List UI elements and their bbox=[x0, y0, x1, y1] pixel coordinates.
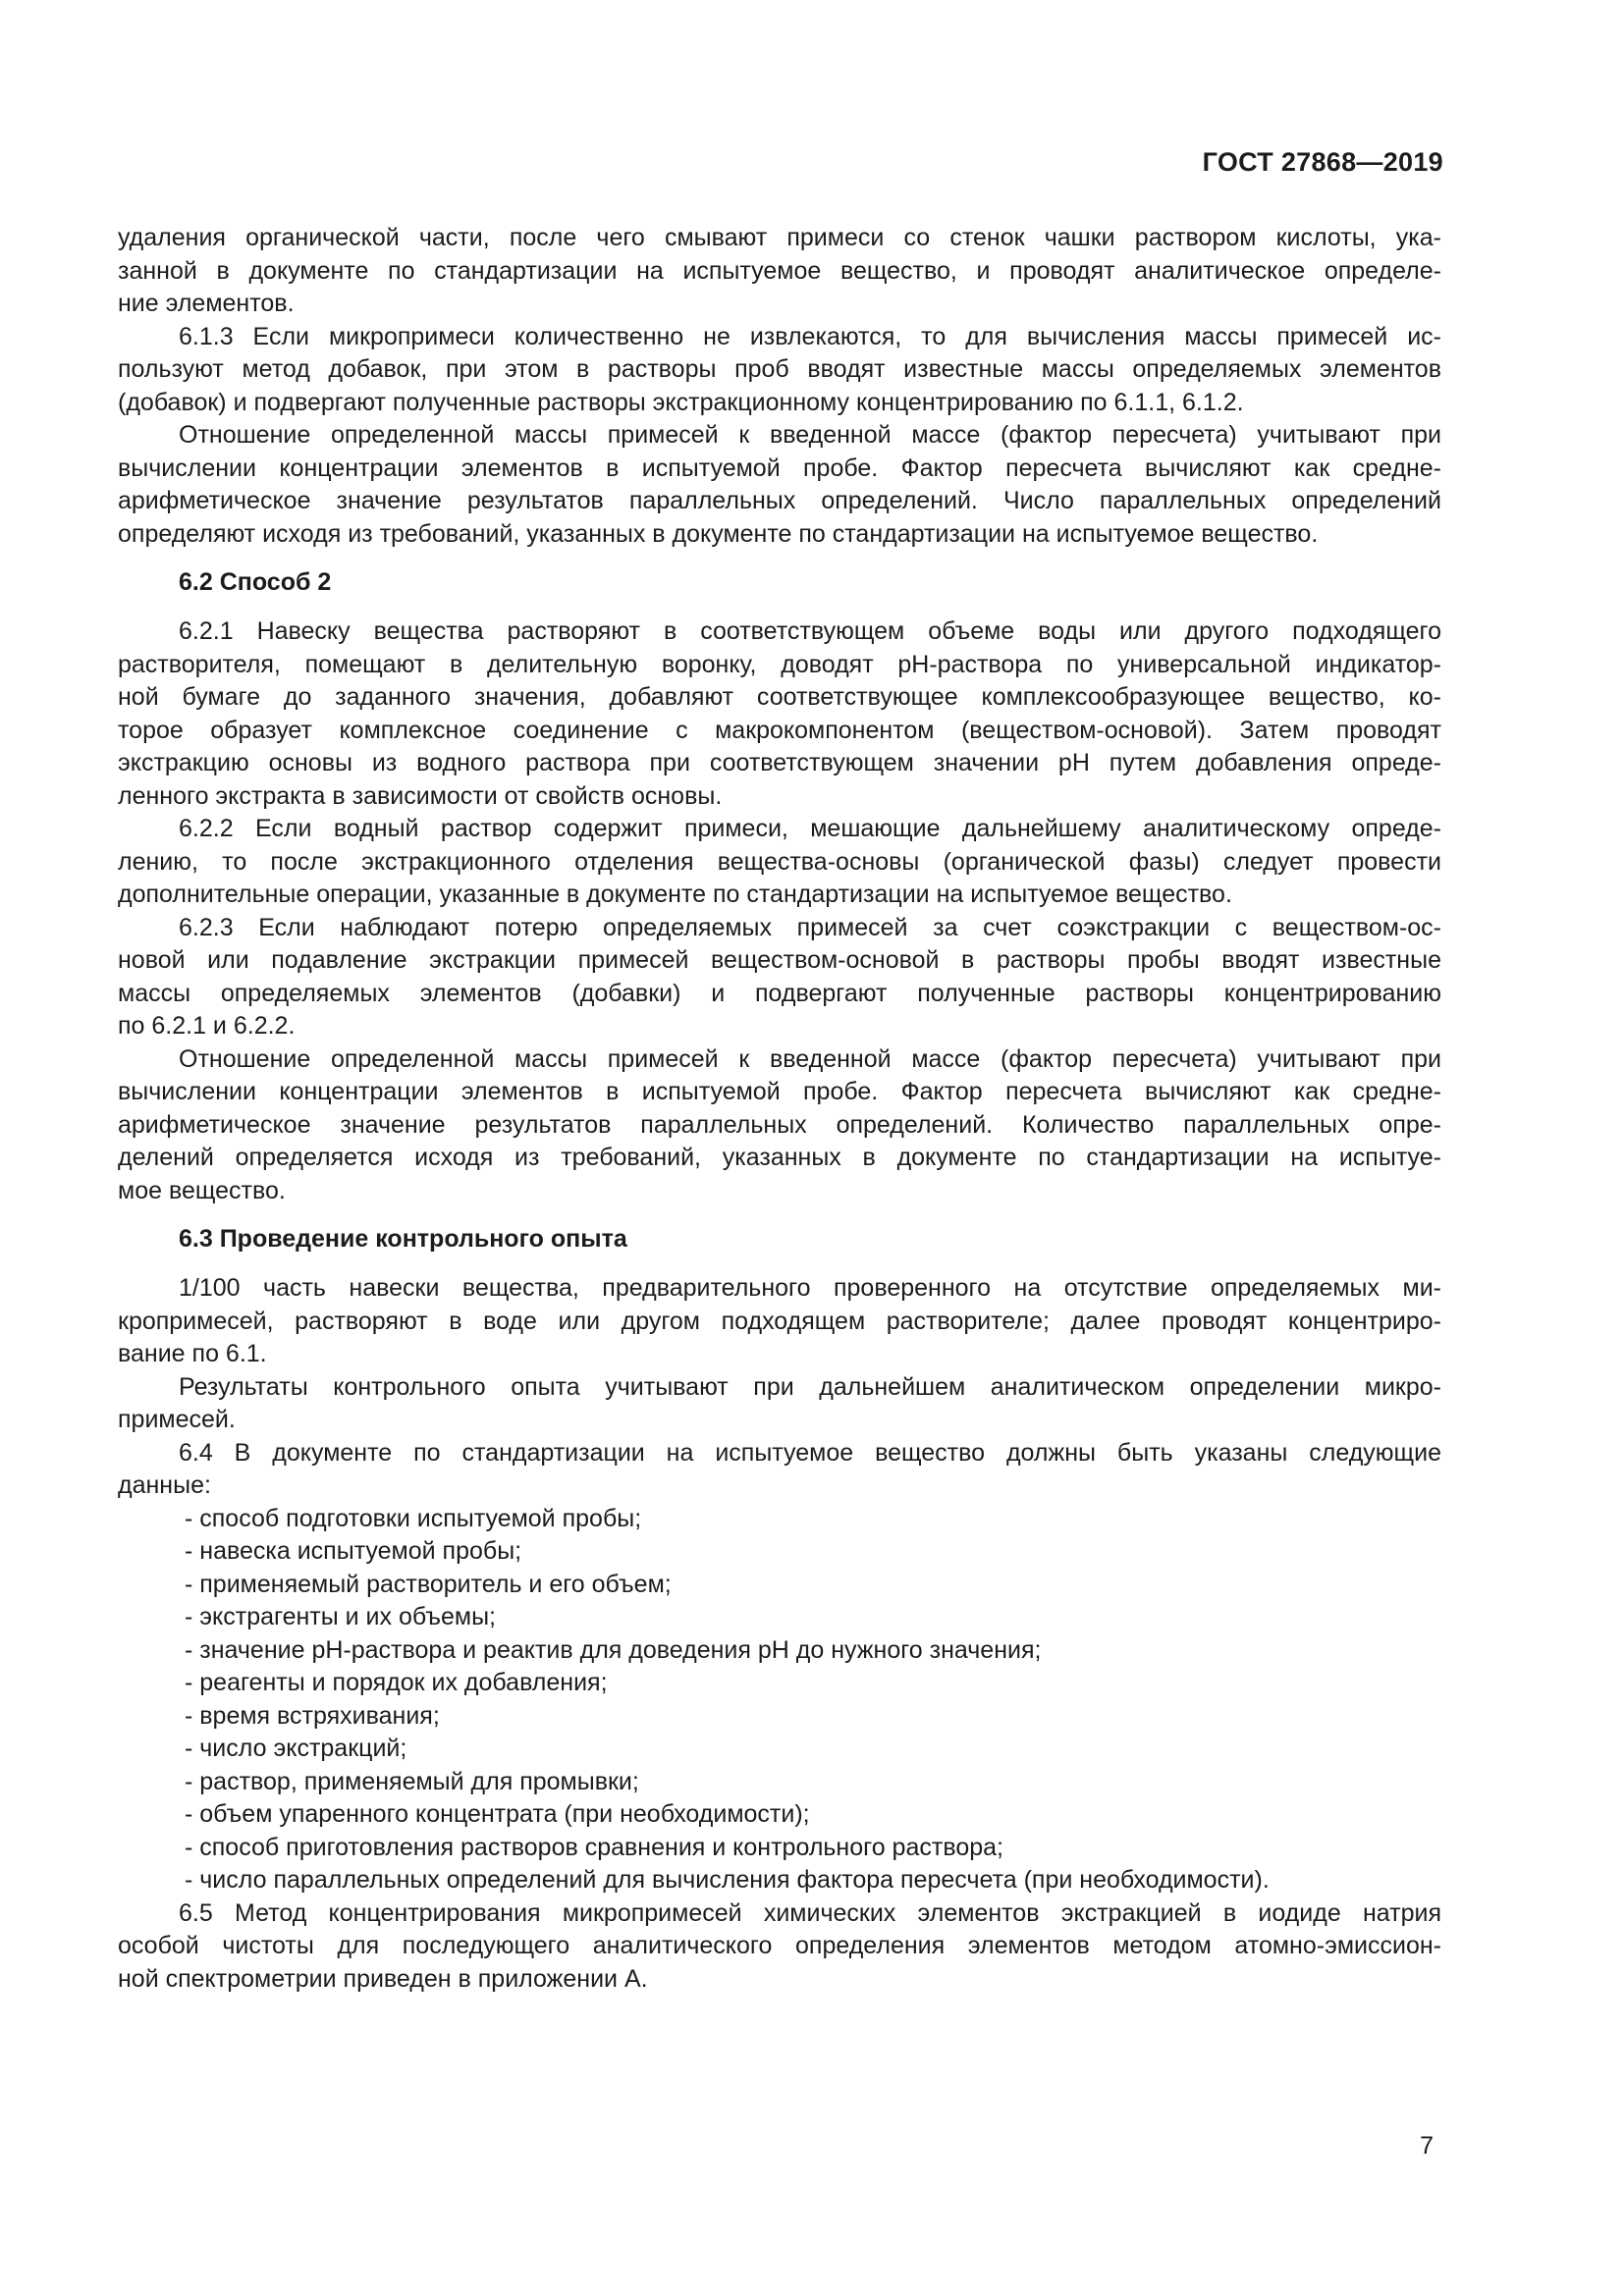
text-line: особой чистоты для последующего аналитического определения элементов методом атомно-эмиссион- bbox=[118, 1932, 1441, 1959]
text-line: примесей. bbox=[118, 1406, 236, 1433]
text-line: определяют исходя из требований, указанных в документе по стандартизации на испытуемое вещество. bbox=[118, 519, 1319, 548]
text-line: экстракцию основы из водного раствора при соответствующем значении рН путем добавления опреде- bbox=[118, 749, 1441, 776]
list-item: - значение рН-раствора и реактив для доведения рН до нужного значения; bbox=[185, 1635, 1042, 1664]
document-header: ГОСТ 27868—2019 bbox=[1202, 147, 1443, 177]
text-line: по 6.2.1 и 6.2.2. bbox=[118, 1012, 296, 1040]
text-line: ленного экстракта в зависимости от свойств основы. bbox=[118, 781, 723, 810]
text-line: вычислении концентрации элементов в испытуемой пробе. Фактор пересчета вычисляют как средне- bbox=[118, 454, 1441, 482]
list-item: - способ подготовки испытуемой пробы; bbox=[185, 1504, 642, 1532]
document-body bbox=[118, 222, 1441, 1996]
text-line: мое вещество. bbox=[118, 1176, 286, 1204]
list-item: - реагенты и порядок их добавления; bbox=[185, 1669, 608, 1696]
text-line: 6.2.1 Навеску вещества растворяют в соответствующем объеме воды или другого подходящего bbox=[179, 617, 1441, 645]
text-line: (добавок) и подвергают полученные растворы экстракционному концентрированию по 6.1.1, 6.1.2. bbox=[118, 388, 1244, 416]
section-heading-6-3: 6.3 Проведение контрольного опыта bbox=[179, 1225, 627, 1253]
text-line: ной бумаге до заданного значения, добавляют соответствующее комплексообразующее вещество, ко- bbox=[118, 683, 1441, 711]
text-line: 1/100 часть навески вещества, предварительного проверенного на отсутствие определяемых ми- bbox=[179, 1274, 1441, 1302]
text-line: делений определяется исходя из требований, указанных в документе по стандартизации на испытуе- bbox=[118, 1144, 1441, 1171]
text-line: 6.4 В документе по стандартизации на испытуемое вещество должны быть указаны следующие bbox=[179, 1438, 1441, 1467]
text-line: Результаты контрольного опыта учитывают при дальнейшем аналитическом определении микро- bbox=[179, 1372, 1441, 1401]
text-line: Отношение определенной массы примесей к введенной массе (фактор пересчета) учитывают при bbox=[179, 421, 1441, 449]
text-line: 6.2.2 Если водный раствор содержит примеси, мешающие дальнейшему аналитическому опреде- bbox=[179, 815, 1441, 842]
text-line: Отношение определенной массы примесей к введенной массе (фактор пересчета) учитывают при bbox=[179, 1044, 1441, 1073]
text-line: арифметическое значение результатов параллельных определений. Число параллельных определений bbox=[118, 487, 1441, 514]
text-line: 6.2.3 Если наблюдают потерю определяемых примесей за счет соэкстракции с веществом-ос- bbox=[179, 913, 1441, 941]
text-line: ной спектрометрии приведен в приложении А. bbox=[118, 1964, 648, 1993]
text-line: данные: bbox=[118, 1471, 211, 1499]
list-item: - объем упаренного концентрата (при необходимости); bbox=[185, 1800, 810, 1828]
text-line: дополнительные операции, указанные в документе по стандартизации на испытуемое вещество. bbox=[118, 881, 1232, 908]
text-line: пользуют метод добавок, при этом в растворы проб вводят известные массы определяемых элементов bbox=[118, 355, 1441, 383]
text-line: занной в документе по стандартизации на испытуемое вещество, и проводят аналитическое определе- bbox=[118, 256, 1441, 285]
list-item: - раствор, применяемый для промывки; bbox=[185, 1767, 639, 1795]
text-line: 6.1.3 Если микропримеси количественно не извлекаются, то для вычисления массы примесей ис- bbox=[179, 322, 1441, 350]
list-item: - навеска испытуемой пробы; bbox=[185, 1537, 522, 1565]
text-line: кропримесей, растворяют в воде или другом подходящем растворителе; далее проводят концентриро- bbox=[118, 1307, 1441, 1335]
text-line: растворителя, помещают в делительную воронку, доводят рН-раствора по универсальной индикатор- bbox=[118, 650, 1441, 678]
list-item: - время встряхивания; bbox=[185, 1701, 440, 1730]
list-item: - применяемый растворитель и его объем; bbox=[185, 1570, 672, 1598]
list-item: - число экстракций; bbox=[185, 1735, 407, 1762]
text-line: арифметическое значение результатов параллельных определений. Количество параллельных опре- bbox=[118, 1110, 1441, 1139]
list-item: - число параллельных определений для вычисления фактора пересчета (при необходимости). bbox=[185, 1866, 1270, 1894]
list-item: - способ приготовления растворов сравнения и контрольного раствора; bbox=[185, 1833, 1003, 1861]
text-line: вычислении концентрации элементов в испытуемой пробе. Фактор пересчета вычисляют как средне- bbox=[118, 1078, 1441, 1105]
text-line: вание по 6.1. bbox=[118, 1340, 267, 1367]
text-line: новой или подавление экстракции примесей веществом-основой в растворы пробы вводят известные bbox=[118, 946, 1441, 974]
page-number: 7 bbox=[1420, 2132, 1434, 2160]
text-line: лению, то после экстракционного отделения вещества-основы (органической фазы) следует провести bbox=[118, 847, 1441, 876]
text-line: 6.5 Метод концентрирования микропримесей химических элементов экстракцией в иодиде натрия bbox=[179, 1898, 1441, 1927]
text-line: удаления органической части, после чего смывают примеси со стенок чашки раствором кислоты, ука- bbox=[118, 224, 1441, 251]
section-heading-6-2: 6.2 Способ 2 bbox=[179, 568, 332, 596]
text-line: ние элементов. bbox=[118, 290, 295, 317]
text-line: торое образует комплексное соединение с макрокомпонентом (веществом-основой). Затем проводят bbox=[118, 716, 1441, 744]
text-line: массы определяемых элементов (добавки) и подвергают полученные растворы концентрированию bbox=[118, 979, 1441, 1007]
list-item: - экстрагенты и их объемы; bbox=[185, 1603, 496, 1630]
